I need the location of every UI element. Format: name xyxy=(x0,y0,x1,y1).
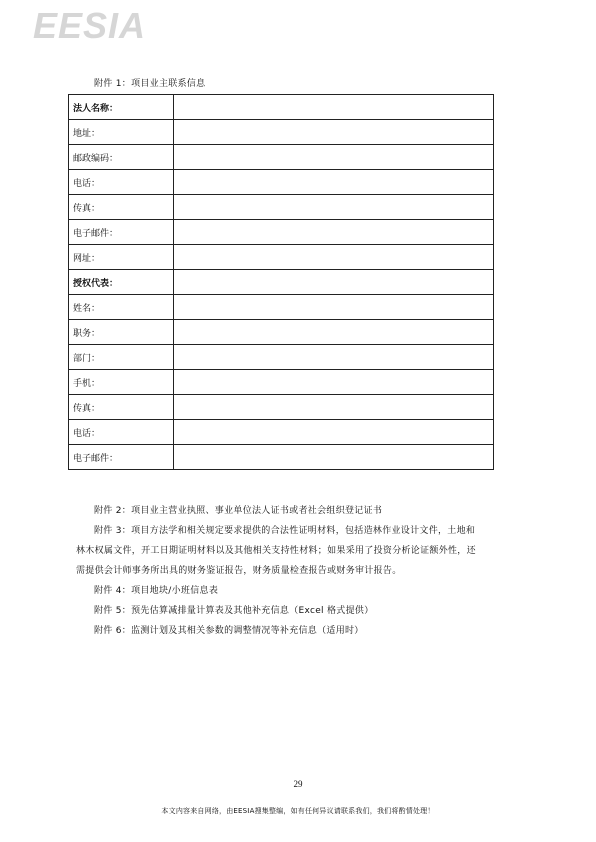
field-value-cell xyxy=(174,345,494,370)
note-line: 附件 2：项目业主营业执照、事业单位法人证书或者社会组织登记证书 xyxy=(94,506,383,516)
table-row xyxy=(69,420,494,445)
table-row xyxy=(69,170,494,195)
table-row xyxy=(69,320,494,345)
field-label: 邮政编码： xyxy=(69,145,174,170)
table-row xyxy=(69,270,494,295)
field-label: 网址： xyxy=(69,245,174,270)
eesia-logo: EESIA xyxy=(33,5,147,46)
field-value-cell xyxy=(174,420,494,445)
field-label: 电子邮件： xyxy=(69,220,174,245)
field-label: 传真： xyxy=(69,395,174,420)
field-label: 姓名： xyxy=(69,295,174,320)
field-value-cell xyxy=(174,395,494,420)
field-value-cell xyxy=(174,95,494,120)
field-value-cell xyxy=(174,270,494,295)
note-line: 附件 5：预先估算减排量计算表及其他补充信息（Excel 格式提供） xyxy=(94,606,374,616)
table-row xyxy=(69,370,494,395)
footer-disclaimer: 本文内容来自网络，由EESIA搜集整编，如有任何异议请联系我们，我们将酌情处理！ xyxy=(161,807,435,815)
field-value-cell xyxy=(174,145,494,170)
table-row xyxy=(69,445,494,470)
field-label: 部门： xyxy=(69,345,174,370)
page-number: 29 xyxy=(293,779,303,789)
field-label: 手机： xyxy=(69,370,174,395)
table-row xyxy=(69,145,494,170)
field-value-cell xyxy=(174,195,494,220)
table-row xyxy=(69,220,494,245)
field-value-cell xyxy=(174,295,494,320)
field-label: 授权代表： xyxy=(69,270,174,295)
table-row xyxy=(69,395,494,420)
field-value-cell xyxy=(174,245,494,270)
field-label: 传真： xyxy=(69,195,174,220)
field-value-cell xyxy=(174,445,494,470)
note-line: 附件 3：项目方法学和相关规定要求提供的合法性证明材料，包括造林作业设计文件，土地和 xyxy=(94,526,476,536)
table-row xyxy=(69,295,494,320)
table-row xyxy=(69,95,494,120)
attachment1-title: 附件 1：项目业主联系信息 xyxy=(94,79,206,89)
field-value-cell xyxy=(174,220,494,245)
note-line: 需提供会计师事务所出具的财务鉴证报告，财务质量检查报告或财务审计报告。 xyxy=(76,566,402,576)
table-row xyxy=(69,195,494,220)
field-value-cell xyxy=(174,120,494,145)
field-value-cell xyxy=(174,320,494,345)
field-value-cell xyxy=(174,170,494,195)
field-label: 电话： xyxy=(69,170,174,195)
field-label: 法人名称： xyxy=(69,95,174,120)
note-line: 附件 6：监测计划及其相关参数的调整情况等补充信息（适用时） xyxy=(94,626,364,636)
field-label: 电子邮件： xyxy=(69,445,174,470)
table-row xyxy=(69,345,494,370)
field-label: 电话： xyxy=(69,420,174,445)
field-value-cell xyxy=(174,370,494,395)
field-label: 地址： xyxy=(69,120,174,145)
attachment-notes xyxy=(76,501,526,641)
table-row xyxy=(69,245,494,270)
table-row xyxy=(69,120,494,145)
field-label: 职务： xyxy=(69,320,174,345)
note-line: 林木权属文件，开工日期证明材料以及其他相关支持性材料；如果采用了投资分析论证额外性，还 xyxy=(76,546,476,556)
note-line: 附件 4：项目地块/小班信息表 xyxy=(94,586,219,596)
contact-info-table xyxy=(68,94,494,470)
